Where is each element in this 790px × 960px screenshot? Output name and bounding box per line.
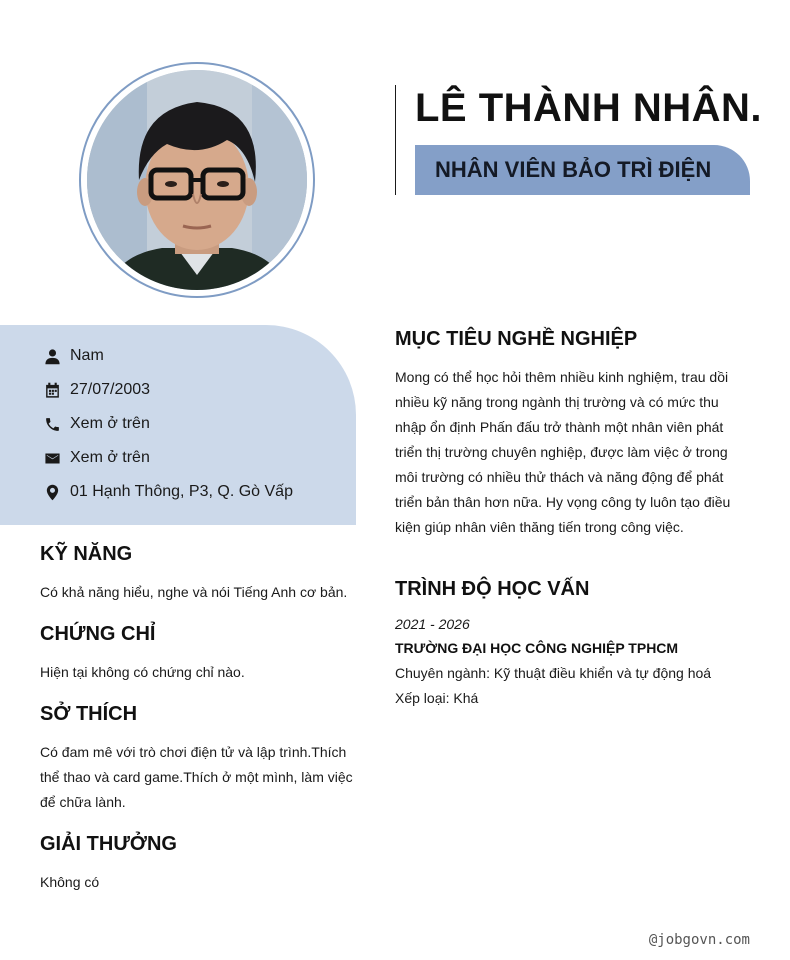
portrait-illustration [87,70,307,290]
email-value: Xem ở trên [70,449,150,466]
candidate-name: LÊ THÀNH NHÂN. [415,86,762,130]
contact-address [42,480,293,504]
education-major: Chuyên ngành: Kỹ thuật điều khiển và tự động hoá [395,665,712,681]
contact-phone [42,412,150,436]
objective-text: Mong có thể học hỏi thêm nhiều kinh nghiệm, trau dồi nhiều kỹ năng trong ngành thị trường và có mức thu nhập ổn định Phấn đấu trở thành một nhân viên phát triển thị trường chuyên nghiệp, được làm việc ở trong môi trường có nhiều thử thách và năng động để phát triển bản thân hơn nữa. Hy vọng công ty luôn tạo điều kiện giúp nhân viên thăng tiến trong công việc. [395,369,731,535]
calendar-icon [42,380,62,400]
birthday-value: 27/07/2003 [70,381,151,398]
phone-value: Xem ở trên [70,415,150,432]
header-divider [395,85,396,195]
hobbies-title: SỞ THÍCH [40,703,138,725]
profile-photo [87,70,307,290]
education-period: 2021 - 2026 [395,616,470,632]
education-rank: Xếp loại: Khá [395,690,479,706]
education-title: TRÌNH ĐỘ HỌC VẤN [395,578,590,600]
mail-icon [42,448,62,468]
role-banner [415,145,750,195]
profile-photo-frame [79,62,315,298]
contact-birthday [42,378,150,402]
site-watermark: @jobgovn.com [648,932,750,948]
gender-value: Nam [70,347,104,364]
address-value: 01 Hạnh Thông, P3, Q. Gò Vấp [70,483,293,500]
location-pin-icon [42,482,62,502]
objective-title: MỤC TIÊU NGHỀ NGHIỆP [395,328,638,350]
certificates-text: Hiện tại không có chứng chỉ nào. [40,664,245,680]
education-school: TRƯỜNG ĐẠI HỌC CÔNG NGHIỆP TPHCM [395,640,679,656]
candidate-role: NHÂN VIÊN BẢO TRÌ ĐIỆN [435,157,712,182]
awards-text: Không có [40,874,100,890]
phone-icon [42,414,62,434]
awards-title: GIẢI THƯỞNG [40,833,177,855]
skills-title: KỸ NĂNG [40,543,133,565]
skills-text: Có khả năng hiểu, nghe và nói Tiếng Anh cơ bản. [40,584,348,600]
person-icon [42,346,62,366]
contact-gender [42,344,104,368]
hobbies-text: Có đam mê với trò chơi điện tử và lập trình.Thích thể thao và card game.Thích ở một mình, làm việc để chữa lành. [40,744,353,810]
certificates-title: CHỨNG CHỈ [40,623,156,645]
contact-email [42,446,150,470]
